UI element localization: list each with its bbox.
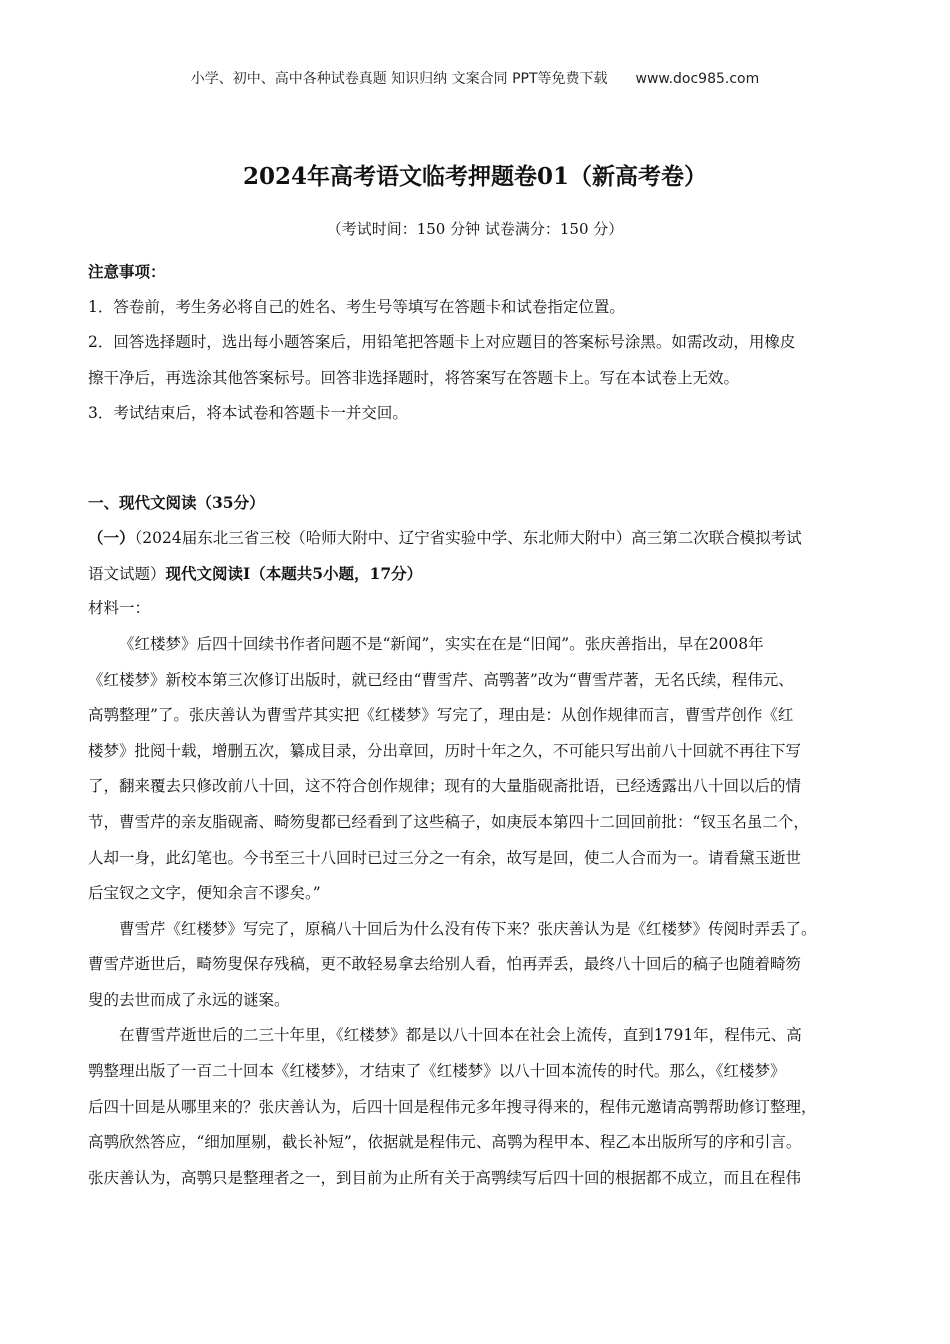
subsection-source-line xyxy=(88,520,864,556)
notice-line: 2．回答选择题时，选出每小题答案后，用铅笔把答题卡上对应题目的答案标号涂黑。如需改动，用橡皮 xyxy=(88,333,796,352)
section-heading: 一、现代文阅读（35分） xyxy=(88,492,265,512)
notice-line: 擦干净后，再选涂其他答案标号。回答非选择题时，将答案写在答题卡上。写在本试卷上无效。 xyxy=(88,368,740,387)
spacer xyxy=(88,468,864,485)
text-line: 节，曹雪芹的亲友脂砚斋、畸笏叟都已经看到了这些稿子，如庚辰本第四十二回回前批：“钗玉名虽二个， xyxy=(88,812,809,831)
subsection-title: 现代文阅读Ⅰ（本题共5小题，17分） xyxy=(165,563,423,583)
text-line: 了，翻来覆去只修改前八十回，这不符合创作规律；现有的大量脂砚斋批语，已经透露出八十回以后的情 xyxy=(88,777,802,796)
site-banner xyxy=(0,68,950,88)
text-line: 后宝钗之文字，便知余言不谬矣。” xyxy=(88,884,321,903)
document-title: 2024年高考语文临考押题卷01（新高考卷） xyxy=(242,163,708,190)
notice-line: 1．答卷前，考生务必将自己的姓名、考生号等填写在答题卡和试卷指定位置。 xyxy=(88,297,625,316)
text-line: 曹雪芹逝世后，畸笏叟保存残稿，更不敢轻易拿去给别人看，怕再弄丢，最终八十回后的稿子也随着畸笏 xyxy=(88,955,802,974)
paragraph-1 xyxy=(88,627,864,912)
text-line: 《红楼梦》后四十回续书作者问题不是“新闻”，实实在在是“旧闻”。张庆善指出，早在2008年 xyxy=(119,634,764,653)
text-line: 高鹗整理”了。张庆善认为曹雪芹其实把《红楼梦》写完了，理由是：从创作规律而言，曹雪芹创作《红 xyxy=(88,706,794,725)
text-line: 在曹雪芹逝世后的二三十年里，《红楼梦》都是以八十回本在社会上流传，直到1791年，程伟元、高 xyxy=(119,1026,802,1045)
text-line: 高鹗欣然答应，“细加厘剔，截长补短”，依据就是程伟元、高鹗为程甲本、程乙本出版所写的序和引言。 xyxy=(88,1133,802,1152)
banner-text: 小学、初中、高中各种试卷真题 知识归纳 文案合同 PPT等免费下载 xyxy=(190,71,608,87)
notice-line: 3．考试结束后，将本试卷和答题卡一并交回。 xyxy=(88,404,408,423)
paragraph-3 xyxy=(88,1018,864,1196)
material-label: 材料一： xyxy=(88,599,151,618)
subsection-source-cont: 语文试题） xyxy=(88,564,166,583)
text-line: 人却一身，此幻笔也。今书至三十八回时已过三分之一有余，故写是回，使二人合而为一。请看黛玉逝世 xyxy=(88,848,802,867)
document-body xyxy=(88,254,864,1196)
text-line: 后四十回是从哪里来的？张庆善认为，后四十回是程伟元多年搜寻得来的，程伟元邀请高鹗帮助修订整理， xyxy=(88,1097,817,1116)
text-line: 鹗整理出版了一百二十回本《红楼梦》，才结束了《红楼梦》以八十回本流传的时代。那么，《红楼梦》 xyxy=(88,1062,786,1081)
text-line: 叟的去世而成了永远的谜案。 xyxy=(88,990,290,1009)
text-line: 楼梦》批阅十载，增删五次，纂成目录，分出章回，历时十年之久，不可能只写出前八十回就不再往下写 xyxy=(88,741,802,760)
subsection-title-line xyxy=(88,556,864,592)
text-line: 《红楼梦》新校本第三次修订出版时，就已经由“曹雪芹、高鹗著”改为“曹雪芹著，无名氏续，程伟元、 xyxy=(88,670,794,689)
paragraph-2 xyxy=(88,912,864,1019)
banner-site-link[interactable]: www.doc985.com xyxy=(635,71,760,87)
exam-info: （考试时间：150 分钟 试卷满分：150 分） xyxy=(326,220,624,238)
text-line: 曹雪芹《红楼梦》写完了，原稿八十回后为什么没有传下来？张庆善认为是《红楼梦》传阅时弄丢了。 xyxy=(119,919,817,938)
spacer xyxy=(88,432,864,468)
notice-heading: 注意事项： xyxy=(88,262,166,281)
subsection-source: （2024届东北三省三校（哈师大附中、辽宁省实验中学、东北师大附中）高三第二次联合模拟考试 xyxy=(134,529,802,548)
subsection-prefix: （一） xyxy=(88,528,135,548)
text-line: 张庆善认为，高鹗只是整理者之一，到目前为止所有关于高鹗续写后四十回的根据都不成立，而且在程伟 xyxy=(88,1168,802,1187)
